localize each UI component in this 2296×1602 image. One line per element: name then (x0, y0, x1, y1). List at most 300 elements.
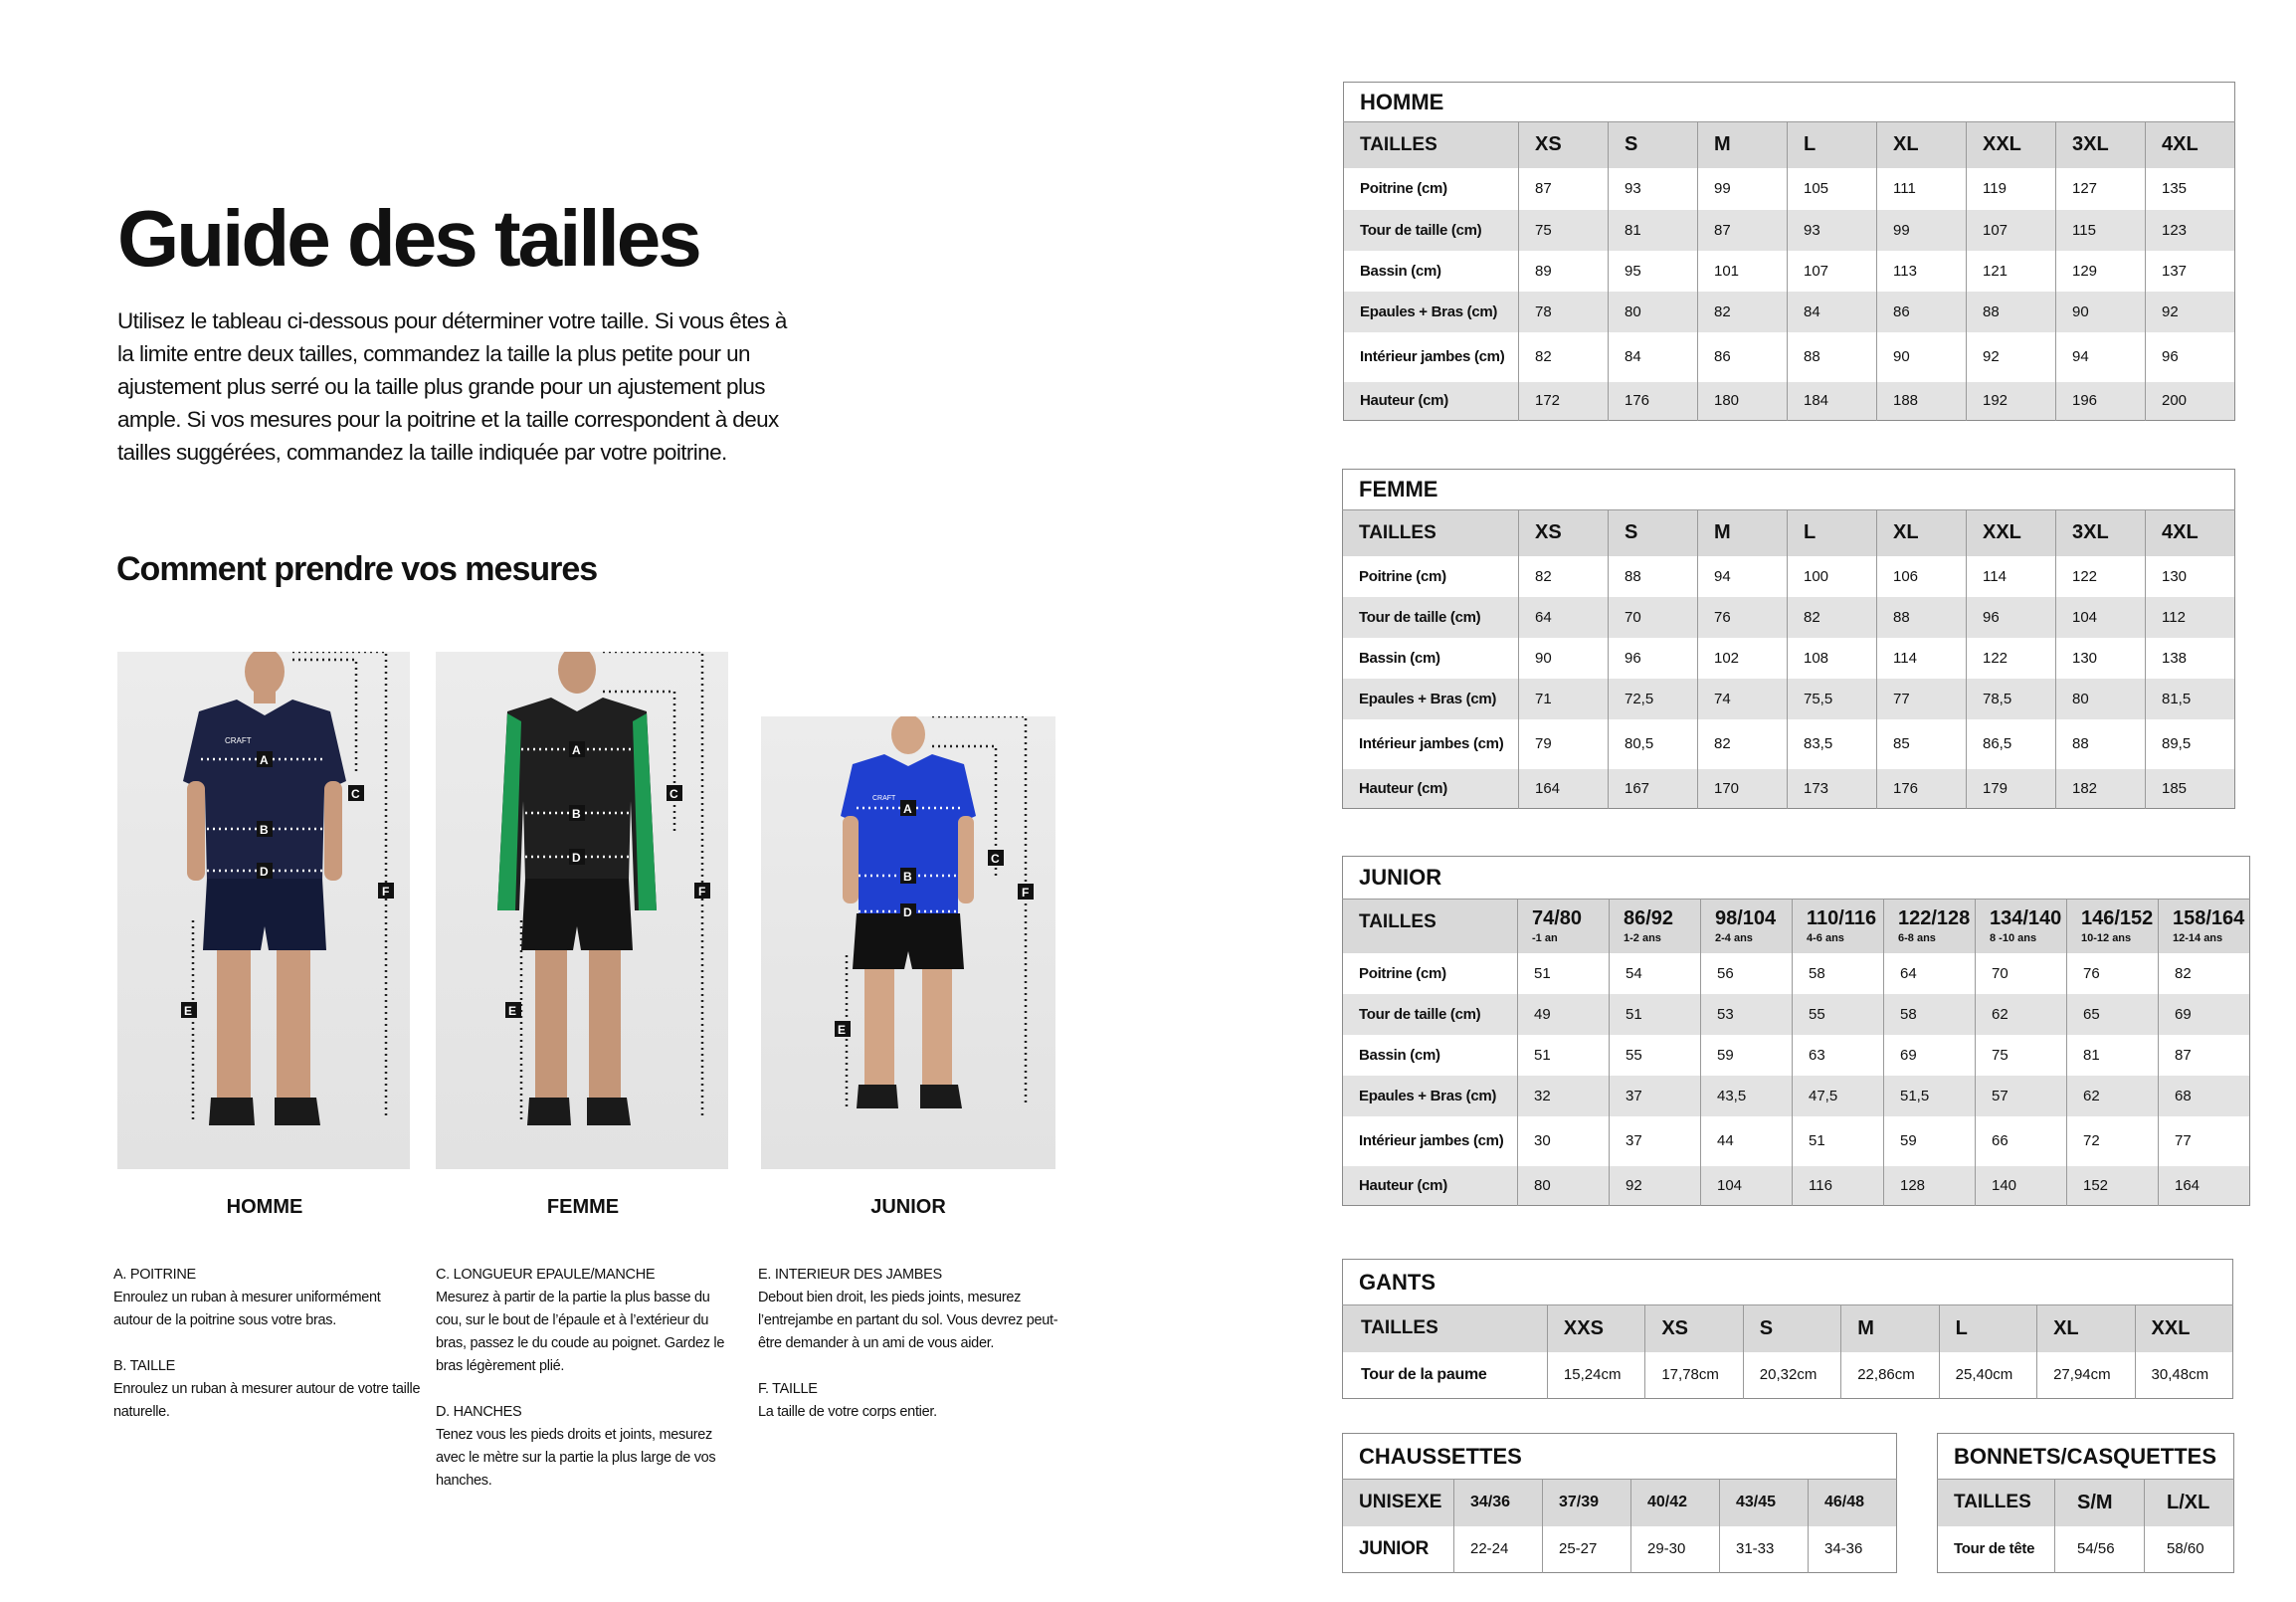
row-label: Epaules + Bras (cm) (1343, 679, 1519, 719)
cell: 69 (2159, 994, 2250, 1035)
cell: 104 (2056, 597, 2146, 638)
femme-figure (436, 652, 728, 1169)
chaussettes-table-title: CHAUSSETTES (1343, 1434, 1897, 1480)
row-label: Hauteur (cm) (1344, 382, 1519, 421)
table-row (1343, 769, 2235, 809)
cell: 49 (1518, 994, 1610, 1035)
junior-size-5 (1976, 900, 2067, 953)
row-label: Intérieur jambes (cm) (1343, 719, 1519, 769)
instr-f-heading: F. TAILLE (758, 1381, 818, 1397)
cell: 70 (1976, 953, 2067, 994)
cell: 30 (1518, 1116, 1610, 1166)
row-label: Hauteur (cm) (1343, 769, 1519, 809)
age: 4-6 ans (1807, 932, 1844, 945)
cell: 66 (1976, 1116, 2067, 1166)
row-label: Intérieur jambes (cm) (1344, 332, 1519, 382)
cell: 90 (2056, 292, 2146, 332)
junior-size-1 (1610, 900, 1701, 953)
cell: 74 (1698, 679, 1788, 719)
instr-f-text: La taille de votre corps entier. (758, 1404, 937, 1420)
instr-c-heading: C. LONGUEUR EPAULE/MANCHE (436, 1267, 656, 1283)
cell: 196 (2056, 382, 2146, 421)
cell: 20,32cm (1743, 1352, 1840, 1399)
table-row (1344, 210, 2235, 251)
junior-size-table (1342, 856, 2250, 1206)
cell: 44 (1701, 1116, 1793, 1166)
cell: 53 (1701, 994, 1793, 1035)
svg-text:A: A (260, 753, 269, 767)
cell: 34-36 (1824, 1540, 1863, 1558)
svg-text:E: E (508, 1004, 517, 1018)
cell: 55 (1610, 1035, 1701, 1076)
size: 74/80 (1532, 907, 1583, 930)
age: 8 -10 ans (1990, 932, 2037, 945)
cell: 185 (2146, 769, 2235, 809)
cell: 58 (1793, 953, 1884, 994)
size: 122/128 (1898, 907, 1971, 930)
cell: 86 (1877, 292, 1967, 332)
table-row (1343, 1166, 2250, 1206)
gants-size: XXL (2135, 1305, 2232, 1352)
cell: 89 (1519, 251, 1609, 292)
size: 110/116 (1807, 907, 1877, 930)
cell: 93 (1788, 210, 1877, 251)
cell: 43,5 (1701, 1076, 1793, 1116)
cell: 102 (1698, 638, 1788, 679)
cell: 62 (2067, 1076, 2159, 1116)
table-row (1343, 1076, 2250, 1116)
femme-size: L (1788, 510, 1877, 556)
row-label: Poitrine (cm) (1343, 556, 1519, 597)
cell: 180 (1698, 382, 1788, 421)
cell: 167 (1609, 769, 1698, 809)
homme-size: XL (1877, 122, 1967, 168)
cell: 87 (2175, 1046, 2192, 1064)
cell: 99 (1877, 210, 1967, 251)
table-row (1343, 953, 2250, 994)
age: 1-2 ans (1624, 932, 1661, 945)
cell: 105 (1788, 168, 1877, 210)
cell: 85 (1877, 719, 1967, 769)
size: 134/140 (1990, 907, 2062, 930)
svg-text:F: F (382, 885, 390, 899)
cell: 72,5 (1609, 679, 1698, 719)
cell: 22-24 (1454, 1526, 1543, 1573)
svg-text:C: C (991, 852, 1000, 866)
cell: 51 (1610, 994, 1701, 1035)
row-label: Hauteur (cm) (1343, 1166, 1518, 1206)
cell: 106 (1877, 556, 1967, 597)
cell: 128 (1884, 1166, 1976, 1206)
svg-text:A: A (903, 802, 912, 816)
gants-size: L (1939, 1305, 2036, 1352)
cell: 164 (2159, 1166, 2250, 1206)
homme-size: XXL (1967, 122, 2056, 168)
cell: 70 (1609, 597, 1698, 638)
cell: 94 (1698, 556, 1788, 597)
femme-size-table (1342, 469, 2235, 809)
cell: 80 (1518, 1166, 1610, 1206)
cell: 89,5 (2162, 735, 2192, 752)
cell: 92 (1610, 1166, 1701, 1206)
cell: 54/56 (2055, 1526, 2145, 1573)
cell: 76 (1698, 597, 1788, 638)
age: -1 an (1532, 932, 1558, 945)
table-row (1938, 1526, 2234, 1573)
cell: 64 (1519, 597, 1609, 638)
intro-paragraph: Utilisez le tableau ci-dessous pour déterminer votre taille. Si vous êtes à la limite entre deux tailles, commandez la taille la plus petite pour un ajustement plus serré ou la taille plus grande pour un ajustement plus ample. Si vos mesures pour la poitrine et la taille correspondent à deux tailles suggérées, commandez la taille indiquée par votre poitrine. (117, 308, 787, 465)
junior-body-illustration (761, 716, 1055, 1169)
cell: 113 (1877, 251, 1967, 292)
table-row (1343, 1035, 2250, 1076)
cell: 25-27 (1543, 1526, 1631, 1573)
table-row (1344, 168, 2235, 210)
instr-b-heading: B. TAILLE (113, 1358, 176, 1374)
instr-a-heading: A. POITRINE (113, 1267, 196, 1283)
cell: 188 (1877, 382, 1967, 421)
chaussettes-size: 40/42 (1631, 1480, 1720, 1526)
cell: 96 (2162, 348, 2179, 365)
cell: 79 (1519, 719, 1609, 769)
cell: 96 (1967, 597, 2056, 638)
homme-size: 4XL (2146, 122, 2235, 168)
cell: 101 (1698, 251, 1788, 292)
cell: 99 (1698, 168, 1788, 210)
cell: 51 (1793, 1116, 1884, 1166)
svg-text:B: B (903, 870, 912, 884)
cell: 51,5 (1884, 1076, 1976, 1116)
junior-size-7 (2159, 900, 2250, 953)
cell: 27,94cm (2037, 1352, 2135, 1399)
femme-body-illustration (436, 652, 728, 1169)
instr-c-text: Mesurez à partir de la partie la plus basse du cou, sur le bout de l’épaule et à l’extérieur du bras, passez le du coude au poignet. Gardez le bras légèrement plié. (436, 1290, 725, 1374)
cell: 88 (1609, 556, 1698, 597)
cell: 80 (1609, 292, 1698, 332)
cell: 92 (1967, 332, 2056, 382)
cell: 80,5 (1609, 719, 1698, 769)
cell: 32 (1518, 1076, 1610, 1116)
cell: 88 (1967, 292, 2056, 332)
cell: 57 (1976, 1076, 2067, 1116)
row-label: JUNIOR (1343, 1526, 1454, 1573)
cell: 25,40cm (1939, 1352, 2036, 1399)
cell: 29-30 (1631, 1526, 1720, 1573)
cell: 54 (1610, 953, 1701, 994)
cell: 62 (1976, 994, 2067, 1035)
table-row (1343, 994, 2250, 1035)
cell: 82 (1698, 719, 1788, 769)
cell: 112 (2146, 597, 2235, 638)
cell: 94 (2056, 332, 2146, 382)
age: 2-4 ans (1715, 932, 1753, 945)
instructions-col-1 (113, 1264, 422, 1424)
cell: 31-33 (1720, 1526, 1809, 1573)
row-label: Tour de taille (cm) (1343, 994, 1518, 1035)
cell: 78,5 (1967, 679, 2056, 719)
table-row (1343, 679, 2235, 719)
homme-size-table (1343, 82, 2235, 421)
gants-size-table (1342, 1259, 2233, 1399)
table-row (1344, 251, 2235, 292)
cell: 30,48cm (2151, 1366, 2209, 1384)
cell: 22,86cm (1841, 1352, 1939, 1399)
cell: 63 (1793, 1035, 1884, 1076)
junior-size-6 (2067, 900, 2159, 953)
cell: 123 (2146, 210, 2235, 251)
cell: 90 (1877, 332, 1967, 382)
cell: 108 (1788, 638, 1877, 679)
chaussettes-header-label: UNISEXE (1343, 1480, 1454, 1526)
junior-header-label: TAILLES (1343, 900, 1518, 953)
cell: 86,5 (1967, 719, 2056, 769)
cell: 88 (2056, 719, 2146, 769)
cell: 170 (1698, 769, 1788, 809)
femme-size: M (1698, 510, 1788, 556)
row-label: Poitrine (cm) (1343, 953, 1518, 994)
caption-femme: FEMME (546, 1196, 620, 1218)
cell: 76 (2067, 953, 2159, 994)
cell: 176 (1877, 769, 1967, 809)
cell: 130 (2056, 638, 2146, 679)
svg-text:CRAFT: CRAFT (872, 795, 896, 802)
table-row (1343, 1352, 2233, 1399)
row-label: Tour de taille (cm) (1344, 210, 1519, 251)
age: 12-14 ans (2173, 932, 2223, 945)
cell: 176 (1609, 382, 1698, 421)
cell: 88 (1877, 597, 1967, 638)
cell: 56 (1701, 953, 1793, 994)
row-label: Bassin (cm) (1343, 1035, 1518, 1076)
table-row (1343, 719, 2235, 769)
cell: 135 (2162, 180, 2188, 197)
table-row (1343, 556, 2235, 597)
gants-header-label: TAILLES (1343, 1305, 1548, 1352)
homme-figure (117, 652, 410, 1169)
femme-size: XS (1519, 510, 1609, 556)
gants-size: M (1841, 1305, 1939, 1352)
svg-text:B: B (572, 807, 581, 821)
row-label: Epaules + Bras (cm) (1343, 1076, 1518, 1116)
cell: 82 (2175, 964, 2192, 982)
row-label: Epaules + Bras (cm) (1344, 292, 1519, 332)
howto-title: Comment prendre vos mesures (116, 550, 598, 588)
chaussettes-size: 46/48 (1809, 1480, 1897, 1526)
bonnets-size: L/XL (2145, 1480, 2234, 1526)
instructions-col-2 (436, 1264, 736, 1493)
cell: 107 (1788, 251, 1877, 292)
cell: 116 (1793, 1166, 1884, 1206)
bonnets-size-table (1937, 1433, 2234, 1573)
cell: 77 (1877, 679, 1967, 719)
cell: 119 (1967, 168, 2056, 210)
row-label: Bassin (cm) (1344, 251, 1519, 292)
junior-size-2 (1701, 900, 1793, 953)
homme-header-label: TAILLES (1344, 122, 1519, 168)
gants-size: XS (1645, 1305, 1743, 1352)
gants-size: S (1743, 1305, 1840, 1352)
cell: 114 (1967, 556, 2056, 597)
cell: 81 (2067, 1035, 2159, 1076)
table-row (1343, 597, 2235, 638)
cell: 81,5 (2146, 679, 2235, 719)
cell: 65 (2067, 994, 2159, 1035)
caption-homme: HOMME (226, 1196, 303, 1218)
instr-e-text: Debout bien droit, les pieds joints, mesurez l’entrejambe en partant du sol. Vous devrez peut-être demander à un ami de vous aider. (758, 1290, 1058, 1351)
homme-table-title: HOMME (1344, 83, 2235, 122)
page-title: Guide des tailles (117, 194, 699, 283)
row-label: Tour de tête (1938, 1526, 2055, 1573)
cell: 122 (1967, 638, 2056, 679)
cell: 51 (1518, 1035, 1610, 1076)
junior-figure (761, 716, 1055, 1169)
cell: 68 (2159, 1076, 2250, 1116)
cell: 37 (1610, 1116, 1701, 1166)
cell: 130 (2162, 567, 2188, 585)
femme-size: S (1609, 510, 1698, 556)
cell: 84 (1788, 292, 1877, 332)
homme-size: L (1788, 122, 1877, 168)
cell: 100 (1788, 556, 1877, 597)
size: 86/92 (1624, 907, 1674, 930)
cell: 93 (1609, 168, 1698, 210)
svg-text:E: E (838, 1023, 847, 1037)
cell: 84 (1609, 332, 1698, 382)
chaussettes-size-table (1342, 1433, 1897, 1573)
bonnets-table-title: BONNETS/CASQUETTES (1938, 1434, 2234, 1480)
homme-body-illustration (117, 652, 410, 1169)
chaussettes-size: 34/36 (1454, 1480, 1543, 1526)
table-row (1344, 292, 2235, 332)
table-row (1343, 1116, 2250, 1166)
cell: 55 (1793, 994, 1884, 1035)
size: 158/164 (2173, 907, 2245, 930)
cell: 75 (1519, 210, 1609, 251)
homme-size: 3XL (2056, 122, 2146, 168)
cell: 75 (1976, 1035, 2067, 1076)
instr-b-text: Enroulez un ruban à mesurer autour de votre taille naturelle. (113, 1381, 421, 1420)
cell: 82 (1519, 332, 1609, 382)
femme-size: XL (1877, 510, 1967, 556)
row-label: Intérieur jambes (cm) (1343, 1116, 1518, 1166)
svg-text:E: E (184, 1004, 193, 1018)
cell: 200 (2146, 382, 2235, 421)
femme-size: XXL (1967, 510, 2056, 556)
cell: 78 (1519, 292, 1609, 332)
svg-text:F: F (1022, 886, 1030, 900)
cell: 75,5 (1788, 679, 1877, 719)
cell: 127 (2056, 168, 2146, 210)
table-row (1344, 382, 2235, 421)
chaussettes-size: 37/39 (1543, 1480, 1631, 1526)
junior-size-0 (1518, 900, 1610, 953)
svg-text:D: D (260, 865, 269, 879)
cell: 17,78cm (1645, 1352, 1743, 1399)
femme-header-label: TAILLES (1343, 510, 1519, 556)
cell: 179 (1967, 769, 2056, 809)
svg-text:D: D (572, 851, 581, 865)
homme-size: S (1609, 122, 1698, 168)
cell: 80 (2056, 679, 2146, 719)
instr-d-text: Tenez vous les pieds droits et joints, mesurez avec le mètre sur la partie la plus large de vos hanches. (436, 1427, 716, 1489)
cell: 47,5 (1793, 1076, 1884, 1116)
cell: 95 (1609, 251, 1698, 292)
cell: 58 (1884, 994, 1976, 1035)
svg-text:F: F (698, 885, 706, 899)
row-label: Tour de la paume (1343, 1352, 1548, 1399)
cell: 51 (1518, 953, 1610, 994)
cell: 81 (1609, 210, 1698, 251)
cell: 88 (1788, 332, 1877, 382)
cell: 69 (1884, 1035, 1976, 1076)
gants-table-title: GANTS (1343, 1260, 2233, 1305)
cell: 107 (1967, 210, 2056, 251)
cell: 140 (1976, 1166, 2067, 1206)
age: 6-8 ans (1898, 932, 1936, 945)
cell: 111 (1877, 168, 1967, 210)
svg-text:C: C (670, 787, 678, 801)
cell: 15,24cm (1547, 1352, 1644, 1399)
cell: 71 (1519, 679, 1609, 719)
cell: 86 (1698, 332, 1788, 382)
caption-junior: JUNIOR (870, 1196, 946, 1218)
cell: 137 (2162, 262, 2188, 280)
cell: 82 (1519, 556, 1609, 597)
junior-size-3 (1793, 900, 1884, 953)
cell: 172 (1519, 382, 1609, 421)
cell: 72 (2067, 1116, 2159, 1166)
cell: 58/60 (2167, 1540, 2204, 1558)
svg-text:CRAFT: CRAFT (225, 736, 252, 745)
instr-d-heading: D. HANCHES (436, 1404, 522, 1420)
homme-size: M (1698, 122, 1788, 168)
femme-size: 4XL (2146, 510, 2235, 556)
table-row (1344, 332, 2235, 382)
junior-size-4 (1884, 900, 1976, 953)
bonnets-header-label: TAILLES (1938, 1480, 2055, 1526)
row-label: Tour de taille (cm) (1343, 597, 1519, 638)
cell: 64 (1884, 953, 1976, 994)
cell: 37 (1610, 1076, 1701, 1116)
age: 10-12 ans (2081, 932, 2132, 945)
cell: 184 (1788, 382, 1877, 421)
chaussettes-size: 43/45 (1720, 1480, 1809, 1526)
cell: 87 (1698, 210, 1788, 251)
table-row (1343, 1526, 1897, 1573)
cell: 77 (2175, 1132, 2192, 1149)
cell: 164 (1519, 769, 1609, 809)
instr-e-heading: E. INTERIEUR DES JAMBES (758, 1267, 942, 1283)
gants-size: XL (2037, 1305, 2135, 1352)
size: 146/152 (2081, 907, 2154, 930)
femme-size: 3XL (2056, 510, 2146, 556)
svg-text:B: B (260, 823, 269, 837)
cell: 115 (2056, 210, 2146, 251)
cell: 82 (1788, 597, 1877, 638)
instr-a-text: Enroulez un ruban à mesurer uniformément autour de la poitrine sous votre bras. (113, 1290, 381, 1328)
cell: 92 (2146, 292, 2235, 332)
size: 98/104 (1715, 907, 1777, 930)
cell: 83,5 (1788, 719, 1877, 769)
table-row (1343, 638, 2235, 679)
cell: 122 (2056, 556, 2146, 597)
instructions-col-3 (758, 1264, 1066, 1424)
junior-table-title: JUNIOR (1343, 857, 2250, 900)
cell: 59 (1884, 1116, 1976, 1166)
cell: 59 (1701, 1035, 1793, 1076)
cell: 121 (1967, 251, 2056, 292)
cell: 173 (1788, 769, 1877, 809)
bonnets-size: S/M (2055, 1480, 2145, 1526)
